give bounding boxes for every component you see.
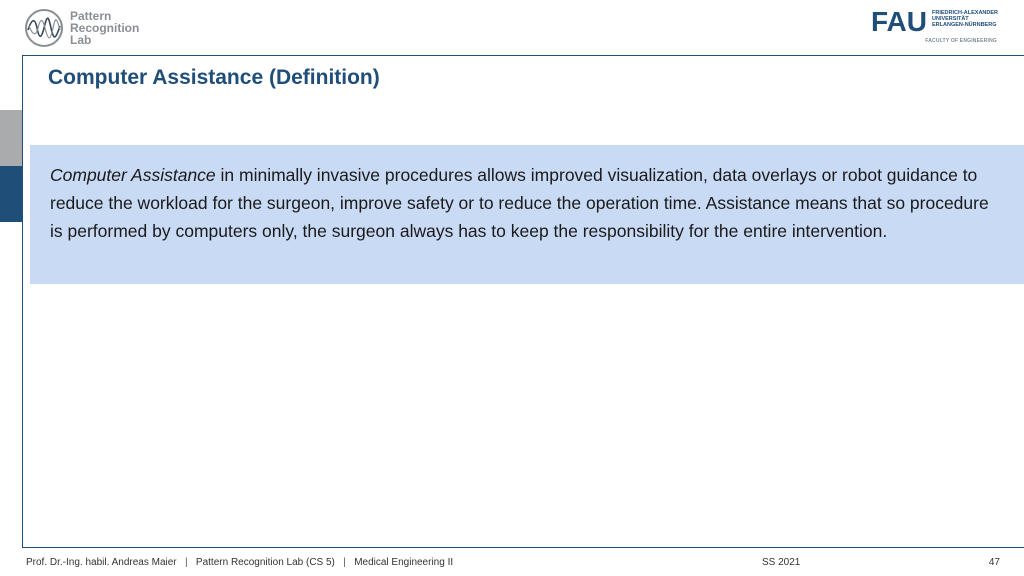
footer-author: Prof. Dr.-Ing. habil. Andreas Maier: [26, 557, 177, 568]
slide-footer: [0, 552, 1024, 576]
footer-separator: |: [184, 557, 188, 568]
footer-separator: |: [343, 557, 346, 568]
lab-logo-line3: Lab: [70, 33, 92, 47]
lab-logo-line2: Recognition: [70, 21, 140, 35]
slide-title: Computer Assistance (Definition): [48, 66, 380, 89]
fau-logo: [871, 6, 998, 37]
lab-logo-icon: [24, 8, 64, 48]
definition-text: [50, 161, 1004, 245]
lab-logo-line1: Pattern: [70, 9, 112, 23]
definition-body: in minimally invasive procedures allows improved visualization, data overlays or robot guidance to reduce the workload for the surgeon, improve safety or to reduce the operation time. Assistance means that so procedure is performed by computers only, the surgeon always has to keep the responsibility for the entire intervention.: [50, 165, 989, 241]
definition-term: Computer Assistance: [50, 165, 216, 185]
slide-frame: [22, 55, 1024, 548]
lab-logo-text: [70, 10, 139, 46]
side-marker-grey: [0, 110, 22, 166]
fau-logo-line2: UNIVERSITÄT: [932, 16, 969, 22]
definition-box: [30, 145, 1024, 284]
footer-credits: [26, 557, 453, 568]
footer-lab: Pattern Recognition Lab (CS 5): [195, 557, 335, 568]
footer-date: SS 2021: [762, 557, 801, 568]
fau-faculty-label: FACULTY OF ENGINEERING: [925, 38, 997, 44]
fau-logo-line1: FRIEDRICH-ALEXANDER: [932, 10, 998, 16]
pattern-recognition-lab-logo: [24, 8, 139, 48]
fau-logo-mark: FAU: [871, 6, 927, 37]
slide-header: [0, 0, 1024, 56]
footer-course: Medical Engineering II: [354, 557, 454, 568]
fau-logo-words: [932, 10, 998, 28]
footer-page-number: 47: [988, 557, 1000, 568]
fau-logo-line3: ERLANGEN-NÜRNBERG: [932, 22, 997, 28]
side-marker-blue: [0, 166, 22, 222]
